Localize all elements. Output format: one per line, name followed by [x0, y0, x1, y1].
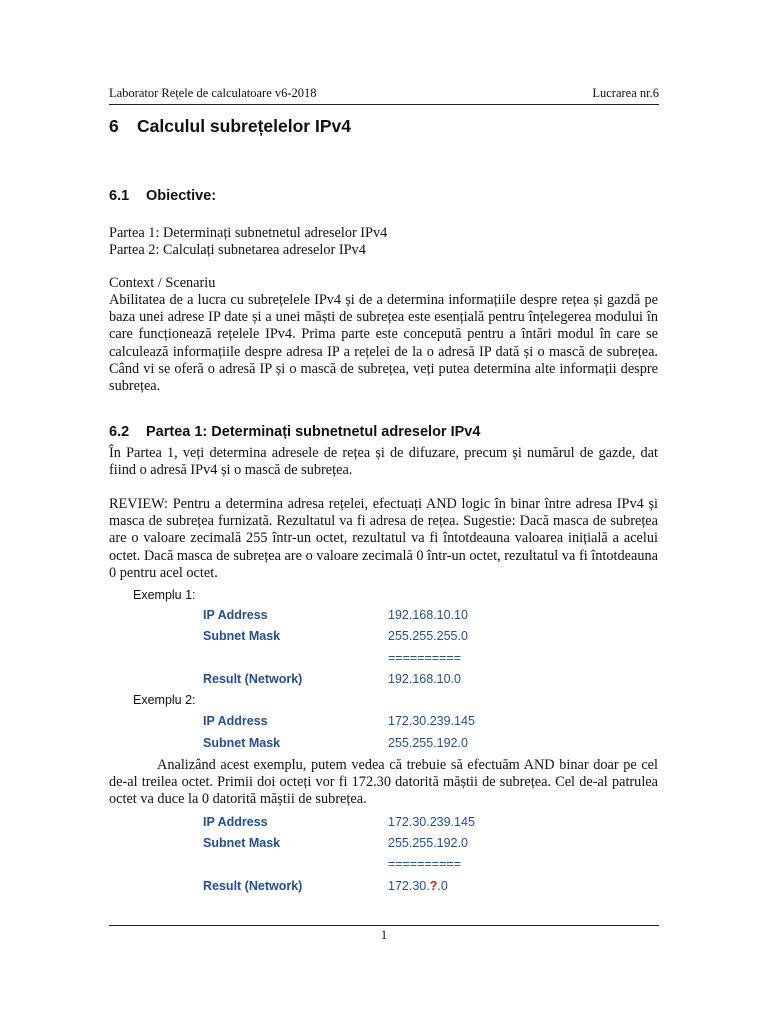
objective-part-2: Partea 2: Calculați subnetarea adreselor IPv4: [109, 242, 366, 258]
header-left: Laborator Rețele de calculatoare v6-2018: [109, 86, 317, 100]
running-header: [109, 86, 659, 104]
section-6-1-number: 6.1: [109, 188, 130, 204]
chapter-title-text: Calculul subrețelelor IPv4: [137, 116, 351, 136]
example-3-result-value: [388, 879, 448, 893]
example-3-ip-value: 172.30.239.145: [388, 815, 475, 829]
example-3-separator: ==========: [388, 857, 461, 871]
example-2-mask-value: 255.255.192.0: [388, 736, 468, 750]
section-6-2-heading: [109, 424, 480, 440]
chapter-number: 6: [109, 116, 119, 136]
footer-rule: [109, 925, 659, 926]
section-6-2-number: 6.2: [109, 424, 130, 440]
example-2-ip-label: IP Address: [203, 714, 268, 728]
header-right: Lucrarea nr.6: [592, 86, 659, 100]
example-1-result-value: 192.168.10.0: [388, 672, 461, 686]
unknown-octet: ?: [429, 879, 438, 893]
section-6-2-title: Partea 1: Determinați subnetnetul adreselor IPv4: [146, 424, 481, 440]
example-2-ip-value: 172.30.239.145: [388, 714, 475, 728]
header-rule: [109, 104, 659, 105]
example-1-ip-value: 192.168.10.10: [388, 608, 468, 622]
example-3-mask-label: Subnet Mask: [203, 836, 281, 850]
result-suffix: .0: [437, 879, 448, 893]
example-1-label: Exemplu 1:: [133, 588, 196, 602]
example-1-mask-value: 255.255.255.0: [388, 629, 468, 643]
example-1-separator: ==========: [388, 651, 461, 665]
section-6-1-title: Obiective:: [146, 188, 217, 204]
example-3-result-label: Result (Network): [203, 879, 303, 893]
example-1-ip-label: IP Address: [203, 608, 268, 622]
example-2-mask-label: Subnet Mask: [203, 736, 281, 750]
analysis-paragraph: Analizând acest exemplu, putem vedea că trebuie să efectuăm AND binar doar pe cel de-al treilea octet. Primii doi octeți vor fi 172.30 datorită măștii de subrețea. Cel de-al patrulea octet va duce la 0 datorită măștii de subrețea.: [109, 757, 658, 808]
review-paragraph: REVIEW: Pentru a determina adresa rețelei, efectuați AND logic în binar între adresa IPv4 și masca de subrețea furnizată. Rezultatul va fi adresa de rețea. Sugestie: Dacă masca de subrețea are o valoare zecimală 255 într-un octet, rezultatul va fi întotdeauna valoarea inițială a acelui octet. Dacă masca de subrețea are o valoare zecimală 0 într-un octet, rezultatul va fi întotdeauna 0 pentru acel octet.: [109, 496, 658, 581]
section-6-1-heading: [109, 188, 216, 204]
example-3-mask-value: 255.255.192.0: [388, 836, 468, 850]
context-label: Context / Scenariu: [109, 275, 216, 291]
example-1-mask-label: Subnet Mask: [203, 629, 281, 643]
example-1-result-label: Result (Network): [203, 672, 303, 686]
objective-part-1: Partea 1: Determinați subnetnetul adreselor IPv4: [109, 225, 388, 241]
context-paragraph: Abilitatea de a lucra cu subrețelele IPv4 și de a determina informațiile despre rețea și gazdă pe baza unei adrese IP date și a unei măști de subrețea este esențială pentru înțelegerea modului în care funcționează rețelele IPv4. Prima parte este concepută pentru a întări modul în care se calculează informațiile despre adresa IP a rețelei de la o adresă IP dată și o mască de subrețea. Când vi se oferă o adresă IP și o mască de subrețea, veți putea determina alte informații despre subrețea.: [109, 292, 658, 395]
result-prefix: 172.30.: [388, 879, 430, 893]
example-3-ip-label: IP Address: [203, 815, 268, 829]
page-number: 1: [380, 928, 388, 942]
intro-paragraph: În Partea 1, veți determina adresele de rețea și de difuzare, precum și numărul de gazde, dat fiind o adresă IPv4 și o mască de subrețea.: [109, 445, 658, 479]
chapter-title: [109, 116, 351, 137]
example-2-label: Exemplu 2:: [133, 693, 196, 707]
